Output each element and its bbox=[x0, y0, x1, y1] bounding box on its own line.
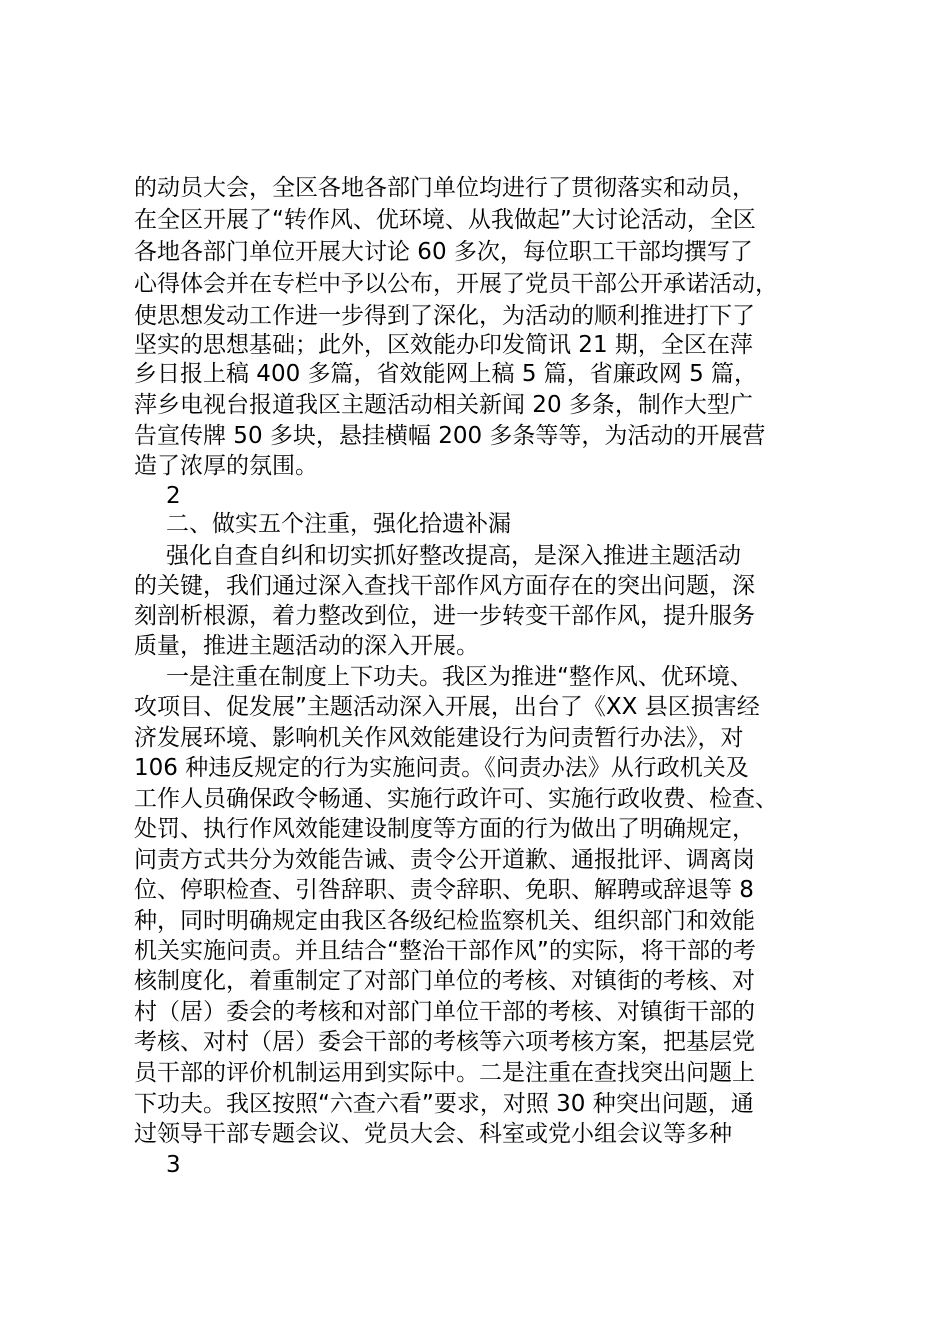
paragraph-line: 过领导干部专题会议、党员大会、科室或党小组会议等多种 bbox=[134, 1121, 732, 1147]
paragraph-line: 造了浓厚的氛围。 bbox=[134, 453, 318, 479]
paragraph-line: 心得体会并在专栏中予以公布，开展了党员干部公开承诺活动， bbox=[134, 271, 778, 297]
paragraph-line: 济发展环境、影响机关作风效能建设行为问责暂行办法》，对 bbox=[134, 725, 744, 751]
paragraph-line: 告宣传牌 50 多块，悬挂横幅 200 多条等等，为活动的开展营 bbox=[134, 423, 766, 449]
paragraph-line: 的动员大会，全区各地各部门单位均进行了贯彻落实和动员， bbox=[134, 175, 755, 201]
page-number: 2 bbox=[166, 483, 181, 509]
paragraph-line: 坚实的思想基础；此外，区效能办印发简讯 21 期，全区在萍 bbox=[134, 332, 753, 358]
paragraph-line: 强化自查自纠和切实抓好整改提高，是深入推进主题活动 bbox=[166, 543, 741, 569]
paragraph-line: 考核、对村（居）委会干部的考核等六项考核方案，把基层党 bbox=[134, 1029, 755, 1055]
paragraph-line: 工作人员确保政令畅通、实施行政许可、实施行政收费、检查、 bbox=[134, 786, 778, 812]
paragraph-line: 刻剖析根源，着力整改到位，进一步转变干部作风，提升服务 bbox=[134, 603, 755, 629]
paragraph-line: 下功夫。我区按照“六查六看”要求，对照 30 种突出问题，通 bbox=[134, 1091, 754, 1117]
paragraph-line: 机关实施问责。并且结合“整治干部作风”的实际，将干部的考 bbox=[134, 938, 756, 964]
paragraph-line: 村（居）委会的考核和对部门单位干部的考核、对镇街干部的 bbox=[134, 999, 755, 1025]
paragraph-line: 萍乡电视台报道我区主题活动相关新闻 20 多条，制作大型广 bbox=[134, 392, 753, 418]
paragraph-line: 一是注重在制度上下功夫。我区为推进“整作风、优环境、 bbox=[166, 664, 753, 690]
paragraph-line: 使思想发动工作进一步得到了深化，为活动的顺利推进打下了 bbox=[134, 303, 755, 329]
paragraph-line: 各地各部门单位开展大讨论 60 多次，每位职工干部均撰写了 bbox=[134, 239, 753, 265]
paragraph-line: 在全区开展了“转作风、优环境、从我做起”大讨论活动，全区 bbox=[134, 207, 756, 233]
paragraph-line: 问责方式共分为效能告诫、责令公开道歉、通报批评、调离岗 bbox=[134, 847, 755, 873]
paragraph-line: 106 种违反规定的行为实施问责。《问责办法》从行政机关及 bbox=[134, 755, 749, 781]
paragraph-line: 乡日报上稿 400 多篇，省效能网上稿 5 篇，省廉政网 5 篇， bbox=[134, 361, 758, 387]
paragraph-line: 处罚、执行作风效能建设制度等方面的行为做出了明确规定， bbox=[134, 816, 755, 842]
paragraph-line: 的关键，我们通过深入查找干部作风方面存在的突出问题，深 bbox=[134, 573, 755, 599]
paragraph-line: 核制度化，着重制定了对部门单位的考核、对镇街的考核、对 bbox=[134, 968, 755, 994]
paragraph-line: 位、停职检查、引咎辞职、责令辞职、免职、解聘或辞退等 8 bbox=[134, 877, 754, 903]
paragraph-line: 员干部的评价机制运用到实际中。二是注重在查找突出问题上 bbox=[134, 1060, 755, 1086]
paragraph-line: 质量，推进主题活动的深入开展。 bbox=[134, 633, 479, 659]
section-heading: 二、做实五个注重，强化拾遗补漏 bbox=[166, 511, 511, 537]
page-number: 3 bbox=[166, 1152, 181, 1178]
paragraph-line: 攻项目、促发展”主题活动深入开展，出台了《XX 县区损害经 bbox=[134, 694, 760, 720]
paragraph-line: 种，同时明确规定由我区各级纪检监察机关、组织部门和效能 bbox=[134, 908, 755, 934]
